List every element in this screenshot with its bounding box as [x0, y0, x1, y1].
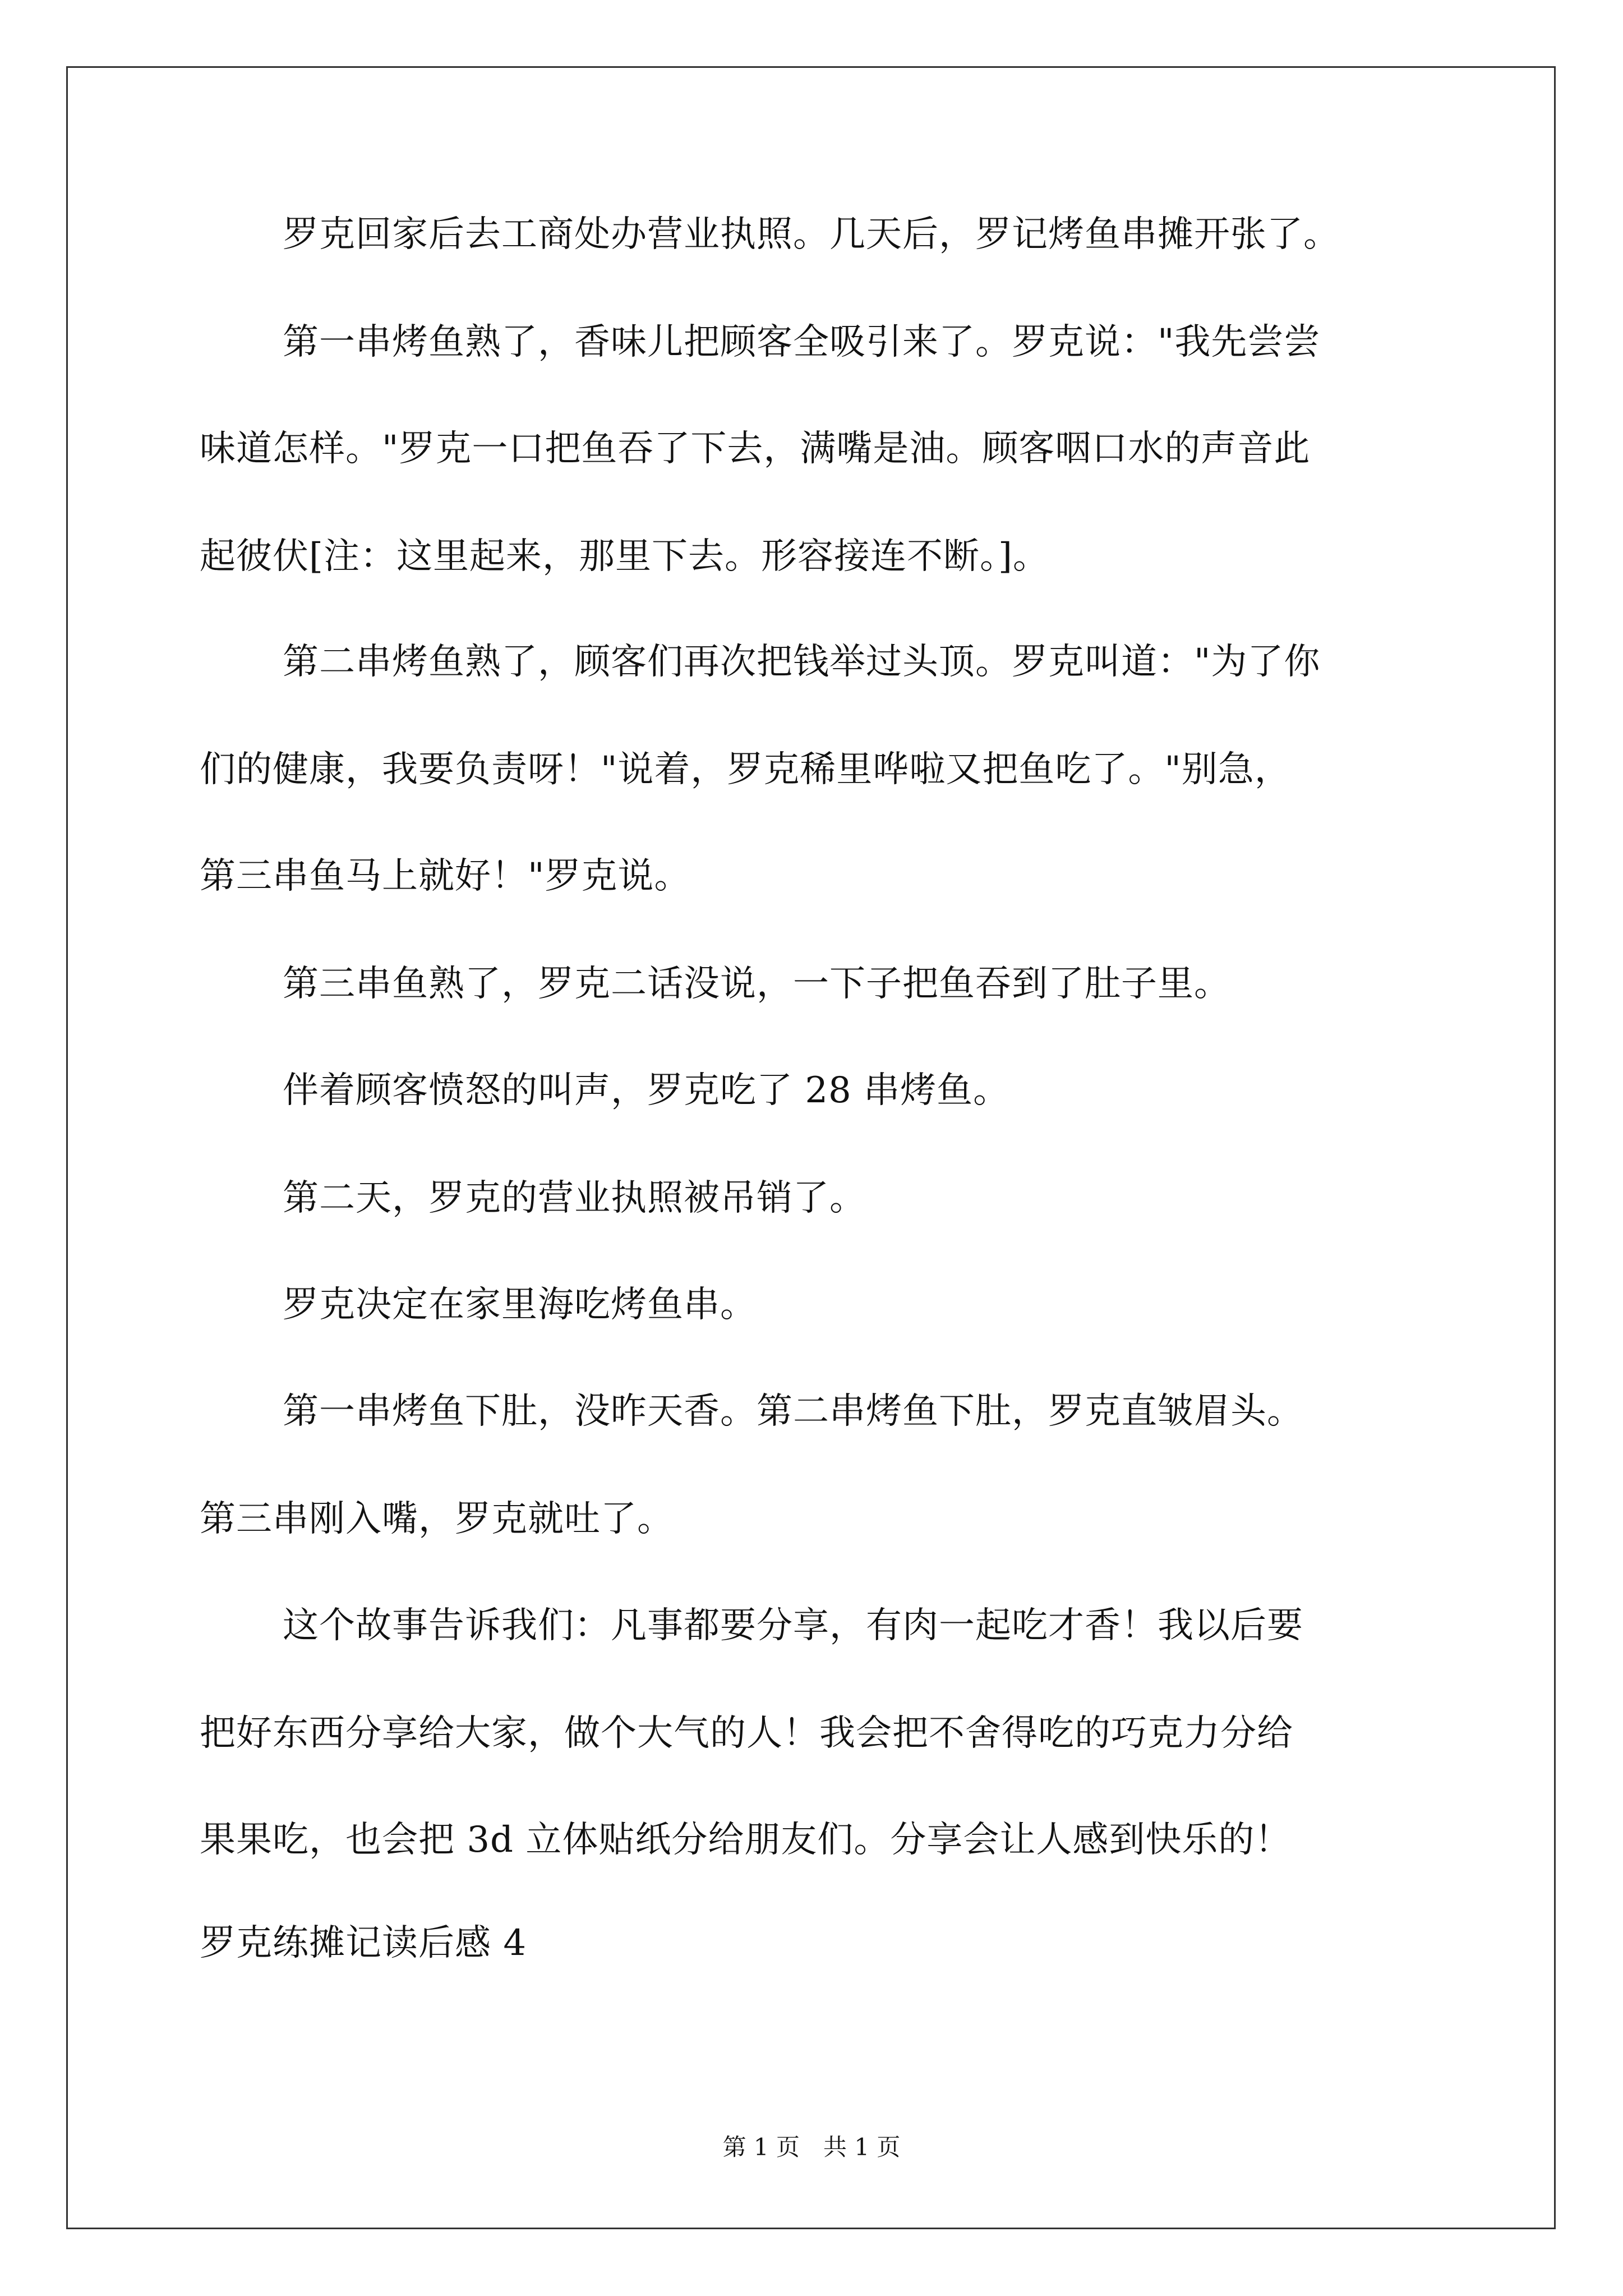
- paragraph-3-line-2: 们的健康，我要负责呀！"说着，罗克稀里哗啦又把鱼吃了。"别急，: [200, 749, 1291, 790]
- paragraph-7-line-1: 罗克决定在家里海吃烤鱼串。: [283, 1284, 757, 1326]
- section-heading: 罗克练摊记读后感 4: [200, 1922, 527, 1964]
- paragraph-3-line-1: 第二串烤鱼熟了，顾客们再次把钱举过头顶。罗克叫道："为了你: [283, 641, 1321, 683]
- paragraph-9-line-3: 果果吃，也会把 3d 立体贴纸分给朋友们。分享会让人感到快乐的！: [200, 1819, 1292, 1861]
- paragraph-2-line-2: 味道怎样。"罗克一口把鱼吞了下去，满嘴是油。顾客咽口水的声音此: [200, 428, 1311, 470]
- paragraph-6-line-1: 第二天，罗克的营业执照被吊销了。: [283, 1177, 866, 1219]
- page-footer: 第 1 页 共 1 页: [722, 2133, 901, 2161]
- paragraph-5-line-1: 伴着顾客愤怒的叫声，罗克吃了 28 串烤鱼。: [283, 1070, 1010, 1111]
- paragraph-1-line-1: 罗克回家后去工商处办营业执照。几天后，罗记烤鱼串摊开张了。: [283, 214, 1340, 255]
- paragraph-9-line-2: 把好东西分享给大家，做个大气的人！我会把不舍得吃的巧克力分给: [200, 1713, 1293, 1754]
- paragraph-2-line-1: 第一串烤鱼熟了，香味儿把顾客全吸引来了。罗克说："我先尝尝: [283, 321, 1321, 363]
- paragraph-8-line-2: 第三串刚入嘴，罗克就吐了。: [200, 1498, 674, 1540]
- paragraph-4-line-1: 第三串鱼熟了，罗克二话没说，一下子把鱼吞到了肚子里。: [283, 963, 1230, 1005]
- paragraph-9-line-1: 这个故事告诉我们：凡事都要分享，有肉一起吃才香！我以后要: [283, 1605, 1303, 1646]
- paragraph-3-line-3: 第三串鱼马上就好！"罗克说。: [200, 855, 691, 897]
- paragraph-2-line-3: 起彼伏[注：这里起来，那里下去。形容接连不断。]。: [200, 536, 1049, 577]
- paragraph-8-line-1: 第一串烤鱼下肚，没昨天香。第二串烤鱼下肚，罗克直皱眉头。: [283, 1391, 1303, 1432]
- page-border: [66, 66, 1556, 2229]
